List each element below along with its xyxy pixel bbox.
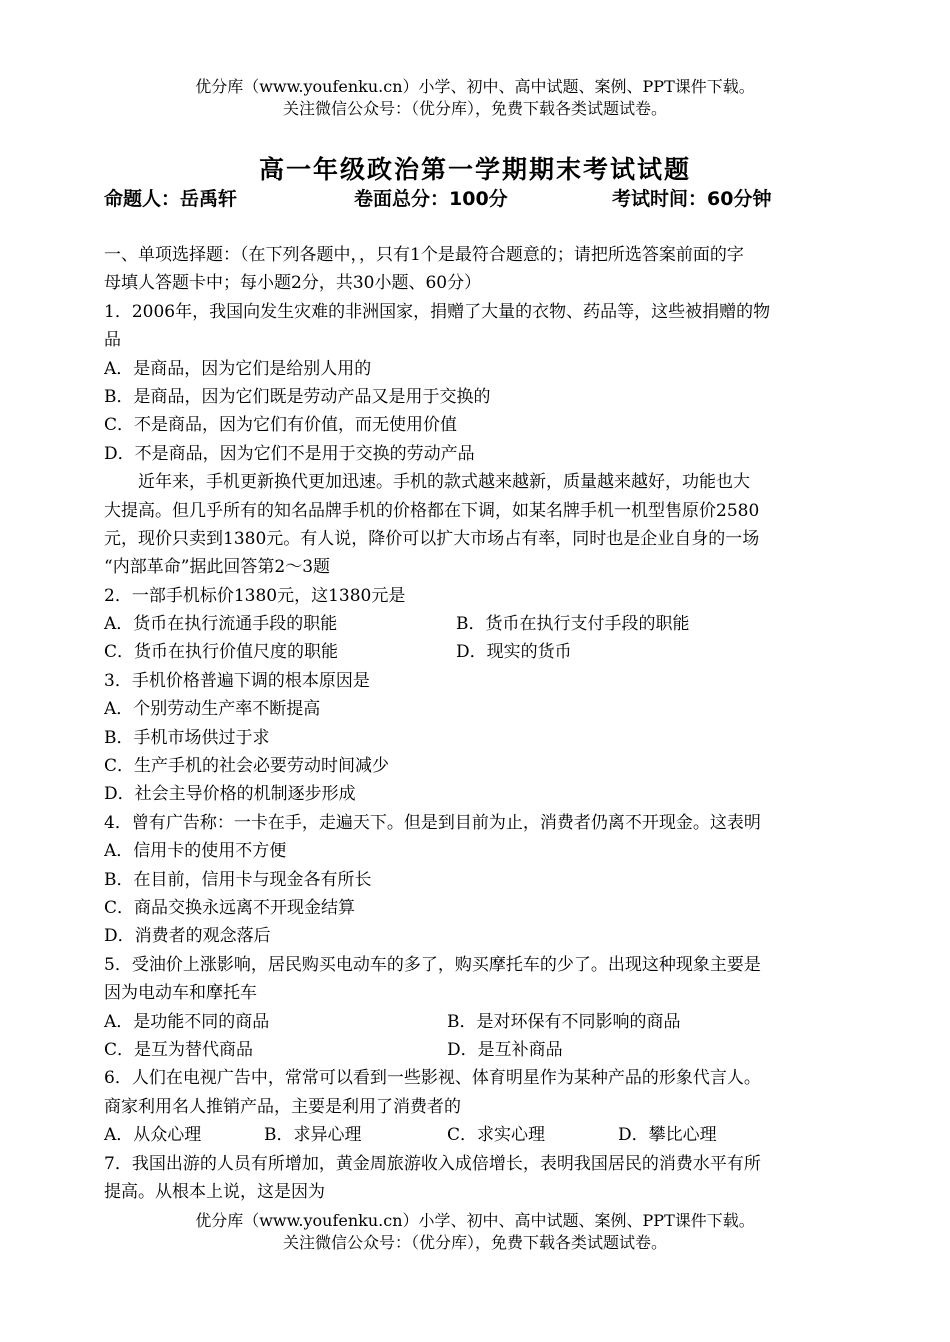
question-stem: 提高。从根本上说，这是因为 — [104, 1181, 325, 1202]
option: D．不是商品，因为它们不是用于交换的劳动产品 — [104, 443, 475, 464]
passage-line: 近年来，手机更新换代更加迅速。手机的款式越来越新，质量越来越好，功能也大 — [138, 472, 750, 493]
question-stem: 3．手机价格普遍下调的根本原因是 — [104, 670, 370, 691]
option: D．现实的货币 — [456, 642, 572, 663]
section-instruction: 母填人答题卡中；每小题2分，共30小题、60分） — [104, 273, 482, 294]
exam-content — [104, 241, 849, 1206]
option: D．社会主导价格的机制逐步形成 — [104, 784, 356, 805]
option: C．货币在执行价值尺度的职能 — [104, 642, 339, 663]
page-footer — [0, 1210, 950, 1254]
option: D．攀比心理 — [618, 1125, 717, 1146]
option: A．货币在执行流通手段的职能 — [104, 614, 338, 635]
question-stem: 4．曾有广告称：一卡在手，走遍天下。但是到目前为止，消费者仍离不开现金。这表明 — [104, 812, 761, 833]
option: B．是对环保有不同影响的商品 — [447, 1011, 681, 1032]
option: C．商品交换永远离不开现金结算 — [104, 897, 356, 918]
option: B．在目前，信用卡与现金各有所长 — [104, 869, 372, 890]
page-header — [0, 76, 950, 120]
option: C．是互为替代商品 — [104, 1039, 254, 1060]
option: A．是商品，因为它们是给别人用的 — [104, 358, 372, 379]
option-row — [104, 610, 849, 638]
question-stem: 2．一部手机标价1380元，这1380元是 — [104, 585, 406, 606]
option: A．是功能不同的商品 — [104, 1011, 270, 1032]
passage-line: 大提高。但几乎所有的知名品牌手机的价格都在下调，如某名牌手机一机型售原价2580 — [104, 500, 760, 521]
option: A．个别劳动生产率不断提高 — [104, 699, 321, 720]
passage-line: 元，现价只卖到1380元。有人说，降价可以扩大市场占有率，同时也是企业自身的一场 — [104, 528, 760, 549]
option: B．手机市场供过于求 — [104, 727, 270, 748]
option-row — [104, 1036, 849, 1064]
question-stem: 因为电动车和摩托车 — [104, 983, 257, 1004]
header-line-1: 优分库（www.youfenku.cn）小学、初中、高中试题、案例、PPT课件下载。 — [195, 77, 755, 96]
passage-line: “内部革命”据此回答第2～3题 — [104, 557, 331, 578]
exam-meta — [104, 184, 864, 212]
option: D．是互补商品 — [447, 1039, 563, 1060]
question-stem: 7．我国出游的人员有所增加，黄金周旅游收入成倍增长，表明我国居民的消费水平有所 — [104, 1153, 761, 1174]
option: C．生产手机的社会必要劳动时间减少 — [104, 756, 390, 777]
question-stem: 商家利用名人推销产品，主要是利用了消费者的 — [104, 1096, 461, 1117]
footer-line-1: 优分库（www.youfenku.cn）小学、初中、高中试题、案例、PPT课件下载。 — [195, 1211, 755, 1230]
option: C．求实心理 — [447, 1125, 546, 1146]
option-row — [104, 1008, 849, 1036]
option: B．是商品，因为它们既是劳动产品又是用于交换的 — [104, 386, 491, 407]
section-instruction: 一、单项选择题：（在下列各题中，，只有1个是最符合题意的；请把所选答案前面的字 — [104, 245, 744, 265]
question-stem: 品 — [104, 330, 121, 351]
question-stem: 5．受油价上涨影响，居民购买电动车的多了，购买摩托车的少了。出现这种现象主要是 — [104, 954, 761, 975]
question-stem: 1．2006年，我国向发生灾难的非洲国家，捐赠了大量的衣物、药品等，这些被捐赠的物 — [104, 301, 771, 322]
option: B．求异心理 — [264, 1125, 362, 1146]
option: A．从众心理 — [104, 1125, 202, 1146]
exam-total-score: 卷面总分：100分 — [354, 188, 508, 210]
exam-duration: 考试时间：60分钟 — [612, 188, 772, 210]
option: C．不是商品，因为它们有价值，而无使用价值 — [104, 415, 458, 436]
option-row — [104, 1121, 849, 1149]
option: A．信用卡的使用不方便 — [104, 841, 287, 862]
exam-author: 命题人：岳禹轩 — [104, 188, 238, 210]
question-stem: 6．人们在电视广告中，常常可以看到一些影视、体育明星作为某种产品的形象代言人。 — [104, 1068, 761, 1089]
header-line-2: 关注微信公众号：（优分库），免费下载各类试题试卷。 — [282, 99, 667, 118]
option: D．消费者的观念落后 — [104, 926, 271, 947]
option-row — [104, 638, 849, 666]
exam-title: 高一年级政治第一学期期末考试试题 — [258, 155, 691, 184]
footer-line-2: 关注微信公众号：（优分库），免费下载各类试题试卷。 — [282, 1233, 667, 1252]
option: B．货币在执行支付手段的职能 — [456, 614, 690, 635]
